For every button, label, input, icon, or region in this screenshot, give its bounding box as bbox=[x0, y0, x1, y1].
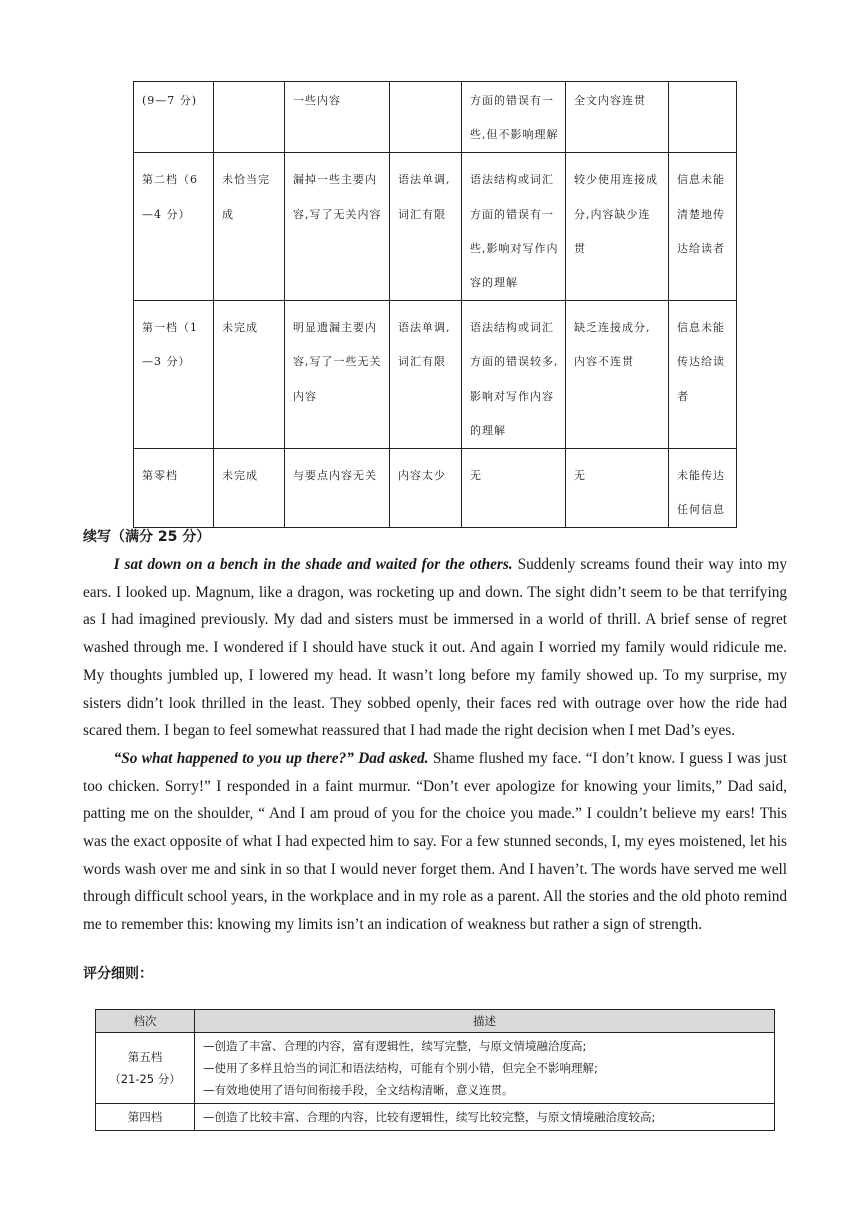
vocab-cell: 语法单调,词汇有限 bbox=[390, 153, 462, 301]
paragraph-2-text: Shame flushed my face. “I don’t know. I guess I was just too chicken. Sorry!” I responded in a faint murmur. “Don’t ever apologize for knowing your limits,” Dad said, patting me on the shoulder, “ And I am proud of you for the choice you made.” I couldn’t believe my ears! This was the exact opposite of what I had expected him to say. For a few stunned seconds, I, my eyes moistened, let his words wash over me and sink in so that I would never forget them. And I haven’t. The words have served me well through difficult school years, in the workplace and in my role as a parent. All the stories and the old photo remind me to remember this: knowing my limits isn’t an indication of weakness but rather a sign of strength. bbox=[83, 749, 787, 934]
cohesion-cell: 缺乏连接成分,内容不连贯 bbox=[566, 301, 669, 449]
description-line: —使用了多样且恰当的词汇和语法结构，可能有个别小错，但完全不影响理解; bbox=[203, 1061, 598, 1075]
grammar-cell: 语法结构或词汇方面的错误较多,影响对写作内容的理解 bbox=[462, 301, 566, 449]
grammar-cell: 语法结构或词汇方面的错误有一些,影响对写作内容的理解 bbox=[462, 153, 566, 301]
table-row bbox=[134, 449, 737, 528]
grammar-cell: 无 bbox=[462, 449, 566, 528]
level-range: （21-25 分） bbox=[109, 1072, 181, 1086]
info-cell: 信息未能清楚地传达给读者 bbox=[669, 153, 737, 301]
table-header-row bbox=[96, 1010, 775, 1033]
level-cell: 第四档 bbox=[96, 1104, 195, 1131]
grammar-cell: 方面的错误有一些,但不影响理解 bbox=[462, 82, 566, 153]
level-cell: (9—7 分) bbox=[134, 82, 214, 153]
cohesion-cell: 全文内容连贯 bbox=[566, 82, 669, 153]
grading-title: 评分细则： bbox=[83, 966, 153, 982]
essay-paragraph-1 bbox=[83, 551, 787, 745]
paragraph-2-lead: “So what happened to you up there?” Dad asked. bbox=[113, 749, 429, 767]
table-row bbox=[134, 82, 737, 153]
description-line: —有效地使用了语句间衔接手段，全文结构清晰，意义连贯。 bbox=[203, 1083, 514, 1097]
completion-cell bbox=[214, 82, 285, 153]
table-row bbox=[96, 1104, 775, 1131]
level-cell bbox=[96, 1033, 195, 1104]
completion-cell: 未恰当完成 bbox=[214, 153, 285, 301]
level-name: 第五档 bbox=[127, 1050, 163, 1064]
info-cell: 未能传达任何信息 bbox=[669, 449, 737, 528]
vocab-cell: 内容太少 bbox=[390, 449, 462, 528]
essay-body bbox=[83, 551, 787, 939]
info-cell bbox=[669, 82, 737, 153]
description-cell bbox=[195, 1033, 775, 1104]
completion-cell: 未完成 bbox=[214, 301, 285, 449]
description-cell: —创造了比较丰富、合理的内容，比较有逻辑性，续写比较完整，与原文情境融洽度较高; bbox=[195, 1104, 775, 1131]
header-description: 描述 bbox=[195, 1010, 775, 1033]
level-cell: 第二档（6—4 分） bbox=[134, 153, 214, 301]
header-level: 档次 bbox=[96, 1010, 195, 1033]
content-cell: 明显遗漏主要内容,写了一些无关内容 bbox=[285, 301, 390, 449]
table-row bbox=[134, 153, 737, 301]
grading-table bbox=[95, 1009, 775, 1131]
table-row bbox=[96, 1033, 775, 1104]
paragraph-1-text: Suddenly screams found their way into my ears. I looked up. Magnum, like a dragon, was rocketing up and down. The sight didn’t seem to be that terrifying as I had imagined previously. My dad and sisters must be immersed in a world of thrill. A brief sense of regret washed through me. I wondered if I should have stuck it out. And again I worried my family would ridicule me. My thoughts jumbled up, I lowered my head. It wasn’t long before my family showed up. To my surprise, my sisters didn’t look thrilled in the least. They sobbed openly, their faces red with outrage over how the ride had scared them. I began to feel somewhat reassured that I had made the right decision when I met Dad’s eyes. bbox=[83, 556, 788, 740]
description-line: —创造了丰富、合理的内容，富有逻辑性，续写完整，与原文情境融洽度高; bbox=[203, 1039, 587, 1053]
cohesion-cell: 较少使用连接成分,内容缺少连贯 bbox=[566, 153, 669, 301]
content-cell: 与要点内容无关 bbox=[285, 449, 390, 528]
section-title: 续写（满分 25 分） bbox=[83, 529, 211, 545]
paragraph-1-lead: I sat down on a bench in the shade and waited for the others. bbox=[113, 556, 513, 573]
essay-paragraph-2 bbox=[83, 745, 787, 939]
level-cell: 第一档（1—3 分） bbox=[134, 301, 214, 449]
rubric-table bbox=[133, 81, 737, 528]
cohesion-cell: 无 bbox=[566, 449, 669, 528]
content-cell: 漏掉一些主要内容,写了无关内容 bbox=[285, 153, 390, 301]
level-cell: 第零档 bbox=[134, 449, 214, 528]
info-cell: 信息未能传达给读者 bbox=[669, 301, 737, 449]
vocab-cell: 语法单调,词汇有限 bbox=[390, 301, 462, 449]
table-row bbox=[134, 301, 737, 449]
content-cell: 一些内容 bbox=[285, 82, 390, 153]
completion-cell: 未完成 bbox=[214, 449, 285, 528]
vocab-cell bbox=[390, 82, 462, 153]
